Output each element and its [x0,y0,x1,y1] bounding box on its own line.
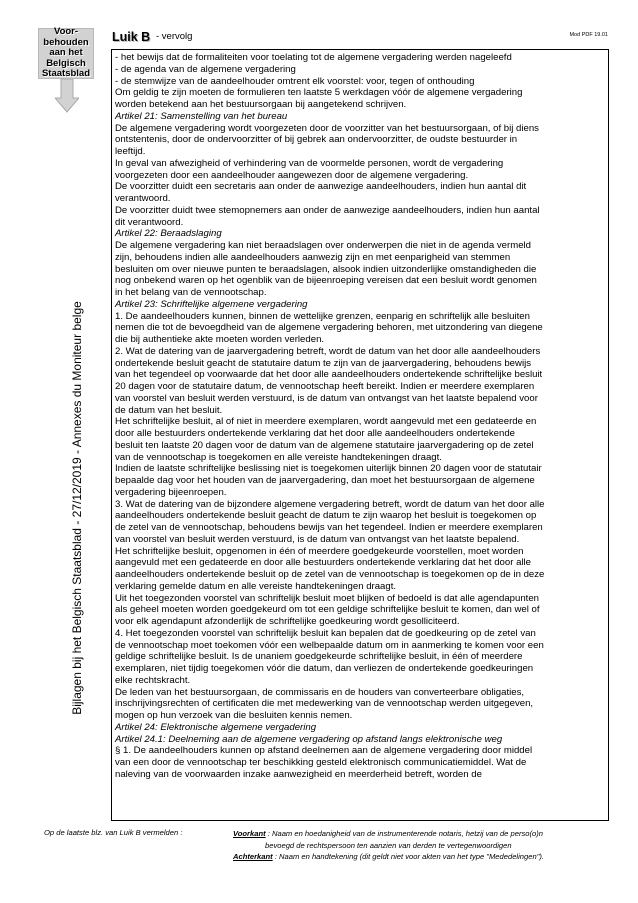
text-line: 4. Het toegezonden voorstel van schriftelijk besluit kan bepalen dat de goedkeuring op de zetel van [115,627,536,639]
stamp-line: Voor- [53,26,79,38]
text-line: worden betekend aan het bestuursorgaan bij aangetekend schrijven. [115,99,407,110]
text-line: door alle bestuurders ondertekende verklaring dat het door alle aandeelhouders ondertekende [115,428,516,439]
recto-label: Voorkant [233,829,266,838]
vertical-publication-text: Bijlagen bij het Belgisch Staatsblad - 27/12/2019 - Annexes du Moniteur belge [70,301,84,715]
down-arrow-icon [55,79,79,113]
text-line: van een door de vennootschap ter beschikking gesteld elektronisch communicatiemiddel. Wat de [115,757,527,768]
text-line: geldige schriftelijke besluit. Is de unaniem goedgekeurde schriftelijke besluit, in één of meerdere [115,651,523,663]
text-line: van het tegendeel op voorwaarde dat het door alle aandeelhouders ondertekende schriftelijke besluit [115,369,543,381]
article-heading: Artikel 24.1: Deelneming aan de algemene vergadering op afstand langs elektronische weg [115,733,503,745]
text-line: Om geldig te zijn moeten de formulieren ten laatste 5 werkdagen vóór de algemene vergadering [115,87,523,99]
text-line: De voorzitter duidt een secretaris aan onder de aanwezige aandeelhouders, indien hun aantal dit [115,181,527,193]
text-line: Het schriftelijke besluit, al of niet in meerdere exemplaren, wordt aangevuld met een gedateerde en [115,416,537,428]
text-line: nog onbekend waren op het ogenblik van de bijeenroeping vereisen dat een besluit wordt genomen [115,275,537,287]
footer-instruction: Op de laatste blz. van Luik B vermelden : [44,828,183,837]
text-line: ondertekende besluit geacht de statutaire datum te zijn van de jaarvergadering, behoudens bewijs [115,357,532,369]
text-line: dit verantwoord. [115,216,184,228]
text-line: aandeelhouders ondertekende besluit op de zetel van de vennootschap is toegekomen op de in deze [115,569,545,580]
text-line: bepaalde dag voor het houden van de jaarvergadering, dan moet het bestuursorgaan de algemene [115,475,535,486]
text-line: besluit ten laatste 20 dagen voor de datum van de algemene statutaire jaarvergadering op de zetel [115,439,534,451]
text-line: exemplaren, niet tijdig toegekomen vóór die datum, dan verliezen de ondertekende goedkeuringen [115,663,534,674]
document-body [115,52,605,781]
stamp-line: aan het [49,47,83,59]
luik-title: Luik B [112,30,151,44]
text-line: 2. Wat de datering van de jaarvergadering betreft, wordt de datum van het door alle aandeelhouders [115,345,541,357]
text-line: voor elk agendapunt afzonderlijk de schriftelijke goedkeuring wordt gesolliciteerd. [115,616,460,627]
text-line: de zetel van de vennootschap, behoudens bewijs van het tegendeel. Indien er meerdere exemplaren [115,522,543,533]
text-line: vergadering bijeenroepen. [115,486,227,498]
text-line: de datum van het besluit. [115,404,223,416]
text-line: nemen die tot de bevoegdheid van de algemene vergadering behoren, met uitzondering van diegene [115,322,543,334]
text-line: ontstentenis, door de ondervoorzitter of bij gebrek aan ondervoorzitter, de oudste bestuurder in [115,134,518,146]
verso-label: Achterkant [233,852,273,861]
text-line: - het bewijs dat de formaliteiten voor toelating tot de algemene vergadering werden nageleefd [115,52,512,63]
text-line: 1. De aandeelhouders kunnen, binnen de wettelijke grenzen, eenparig en schriftelijk alle besluiten [115,310,530,322]
text-line: 3. Wat de datering van de bijzondere algemene vergadering betreft, wordt de datum van het door alle [115,498,545,510]
model-code: Mod PDF 19.01 [569,32,608,38]
text-line: van voorstel van besluit werden verstuurd, is de datum van ontvangst van het laatste bepalend. [115,533,520,545]
stamp-line: Staatsblad [41,68,91,80]
text-line: De algemene vergadering kan niet beraadslagen over onderwerpen die niet in de agenda vermeld [115,240,532,251]
text-line: als geheel moeten worden goedgekeurd om tot een geldige schriftelijke besluit te komen, dan wel of [115,604,540,616]
article-heading: Artikel 22: Beraadslaging [115,228,222,240]
text-line: leeftijd. [115,146,146,157]
text-line: inschrijvingsrechten of certificaten die met medewerking van de vennootschap werden uitgegeven, [115,698,534,710]
text-line: § 1. De aandeelhouders kunnen op afstand deelnemen aan de algemene vergadering door middel [115,745,533,757]
text-line: verantwoord. [115,193,171,204]
article-heading: Artikel 21: Samenstelling van het bureau [115,110,288,122]
footer-notes [233,828,613,863]
verso-text: : Naam en handtekening (dit geldt niet voor akten van het type "Mededelingen"). [274,852,545,861]
text-line: mogen op hun verzoek van die besluiten kennis nemen. [115,710,353,721]
article-heading: Artikel 23: Schriftelijke algemene vergadering [115,298,308,310]
text-line: voorgezeten door een aandeelhouder aangewezen door de algemene vergadering. [115,169,469,181]
text-line: De voorzitter duidt twee stemopnemers aan onder de aanwezige aandeelhouders, indien hun aantal [115,204,540,216]
text-line: De algemene vergadering wordt voorgezeten door de voorzitter van het bestuursorgaan, of bij diens [115,122,539,134]
text-line: van voorstel van besluit werden verstuurd, is de datum van ontvangst van het laatste bepalend voor [115,392,538,404]
text-line: Het schriftelijke besluit, opgenomen in één of meerdere goedgekeurde voorstellen, moet worden [115,545,524,557]
vervolg-label: - vervolg [156,31,193,42]
stamp-line: behouden [43,36,89,48]
recto-text-line1: : Naam en hoedanigheid van de instrumenterende notaris, hetzij van de perso(o)n [267,829,543,838]
text-line: in het belang van de vennootschap. [115,287,267,298]
reserved-stamp [38,28,94,79]
text-line: aangevuld met een gedateerde en door alle bestuurders ondertekende verklaring dat het door alle [115,557,532,569]
text-line: - de agenda van de algemene vergadering [115,63,296,75]
text-line: zijn, behoudens indien alle aandeelhouders aanwezig zijn en met eenparigheid van stemmen [115,251,511,263]
article-heading: Artikel 24: Elektronische algemene vergadering [115,721,317,733]
text-line: besluiten om over nieuwe punten te beraadslagen, alsook indien uitzonderlijke omstandigheden die [115,263,537,275]
text-line: In geval van afwezigheid of verhindering van de voormelde personen, wordt de vergadering [115,157,504,169]
text-line: De leden van het bestuursorgaan, de commissaris en de houders van converteerbare obligaties, [115,686,525,698]
text-line: 20 dagen voor de statutaire datum, de vennootschap heeft bereikt. Indien er meerdere exemplaren [115,381,535,392]
text-line: van de vennootschap is toegekomen en alle vereiste handtekeningen draagt. [115,451,442,463]
text-line: elke rechtskracht. [115,674,191,686]
text-line: Indien de laatste schriftelijke beslissing niet is toegekomen uiterlijk binnen 20 dagen voor de statutair [115,463,542,475]
text-line: aandeelhouders ondertekende besluit geacht de datum te zijn waarop het besluit is toegekomen op [115,510,537,522]
stamp-line: Belgisch [46,57,86,69]
recto-text-line2: bevoegd de rechtspersoon ten aanzien van derden te vertegenwoordigen [265,840,512,850]
text-line: de vennootschap moet toekomen vóór een welbepaalde datum om in aanmerking te komen voor een [115,639,544,651]
text-line: - de stemwijze van de aandeelhouder omtrent elk voorstel: voor, tegen of onthouding [115,75,475,87]
text-line: naleving van de voorwaarden inzake aanwezigheid en meerderheid betreft, worden de [115,768,482,780]
text-line: Uit het toegezonden voorstel van schriftelijk besluit moet blijken of bedoeld is dat alle agendapunten [115,592,539,604]
stamp-text [42,27,90,80]
text-line: die bij authentieke akte moeten worden verleden. [115,334,325,345]
text-line: verklaring gemelde datum en alle vereiste handtekeningen draagt. [115,580,397,592]
